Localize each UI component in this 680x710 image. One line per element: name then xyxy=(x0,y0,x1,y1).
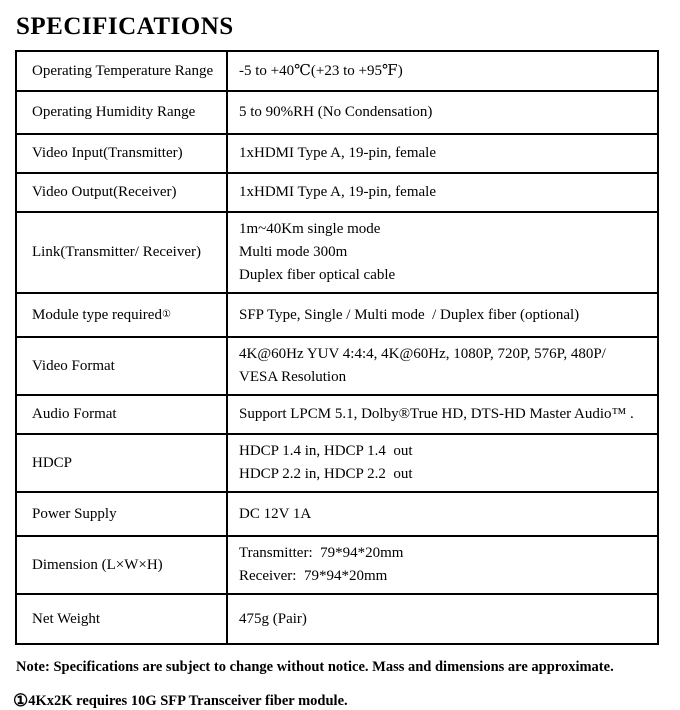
circled-one-icon: ① xyxy=(13,691,29,710)
table-row-power-supply xyxy=(17,491,657,535)
spec-value-line: 1xHDMI Type A, 19-pin, female xyxy=(239,145,436,161)
note-text: Note: Specifications are subject to change without notice. Mass and dimensions are approximate. xyxy=(16,659,614,675)
spec-value-line: 1m~40Km single mode xyxy=(239,221,381,237)
footnote-body: 4Kx2K requires 10G SFP Transceiver fiber module. xyxy=(28,693,348,709)
table-row-dimension xyxy=(17,535,657,593)
spec-label-text: Module type required xyxy=(32,306,162,323)
spec-value-line: 5 to 90%RH (No Condensation) xyxy=(239,104,433,120)
table-row-audio-format xyxy=(17,394,657,433)
spec-value-cell xyxy=(228,174,657,211)
spec-label-text: Audio Format xyxy=(32,406,117,422)
spec-label-cell xyxy=(17,52,228,90)
spec-value-cell xyxy=(228,52,657,90)
spec-label-cell xyxy=(17,595,228,643)
specifications-table xyxy=(15,50,659,645)
spec-label-cell xyxy=(17,135,228,172)
spec-value-line: -5 to +40℃(+23 to +95℉) xyxy=(239,62,403,79)
spec-label-text: Dimension (L×W×H) xyxy=(32,556,163,573)
spec-value-line: HDCP 1.4 in, HDCP 1.4 out xyxy=(239,443,413,459)
spec-label-cell xyxy=(17,435,228,491)
spec-label-text: Video Output(Receiver) xyxy=(32,184,177,200)
spec-value-cell xyxy=(228,294,657,336)
spec-value-line: Support LPCM 5.1, Dolby®True HD, DTS-HD Master Audio™ . xyxy=(239,406,634,422)
spec-label-text: HDCP xyxy=(32,454,73,471)
spec-value-cell xyxy=(228,338,657,394)
spec-value-line: Duplex fiber optical cable xyxy=(239,267,396,283)
spec-value-line: Transmitter: 79*94*20mm xyxy=(239,545,404,561)
spec-label-cell xyxy=(17,537,228,593)
spec-value-line: VESA Resolution xyxy=(239,369,347,385)
spec-value-line: HDCP 2.2 in, HDCP 2.2 out xyxy=(239,466,413,482)
spec-label-cell xyxy=(17,338,228,394)
spec-label-text: Video Format xyxy=(32,357,115,374)
spec-value-cell xyxy=(228,435,657,491)
spec-label-text: Net Weight xyxy=(32,610,101,627)
table-row-video-format xyxy=(17,336,657,394)
spec-label-text: Operating Humidity Range xyxy=(32,104,196,120)
table-row-video-output xyxy=(17,172,657,211)
spec-value-cell xyxy=(228,537,657,593)
spec-label-text: Link(Transmitter/ Receiver) xyxy=(32,244,201,260)
spec-value-line: 475g (Pair) xyxy=(239,610,307,627)
spec-label-text: Operating Temperature Range xyxy=(32,62,214,79)
spec-value-cell xyxy=(228,595,657,643)
spec-value-cell xyxy=(228,135,657,172)
spec-value-line: SFP Type, Single / Multi mode / Duplex fiber (optional) xyxy=(239,306,580,323)
table-row-video-input xyxy=(17,133,657,172)
table-row-hdcp xyxy=(17,433,657,491)
spec-value-cell xyxy=(228,213,657,292)
spec-value-cell xyxy=(228,92,657,133)
spec-label-cell xyxy=(17,396,228,433)
spec-label-cell xyxy=(17,174,228,211)
page-title: SPECIFICATIONS xyxy=(16,13,234,40)
spec-value-line: Multi mode 300m xyxy=(239,244,348,260)
table-row-operating-temperature xyxy=(17,52,657,90)
spec-value-line: DC 12V 1A xyxy=(239,505,312,522)
table-row-net-weight xyxy=(17,593,657,643)
spec-value-cell xyxy=(228,396,657,433)
spec-label-text: Power Supply xyxy=(32,505,117,522)
spec-label-cell xyxy=(17,92,228,133)
spec-label-cell xyxy=(17,493,228,535)
spec-label-cell: Module type required ① xyxy=(17,294,228,336)
table-row-link xyxy=(17,211,657,292)
spec-value-cell xyxy=(228,493,657,535)
footnote-text xyxy=(13,692,664,710)
table-row-operating-humidity xyxy=(17,90,657,133)
table-row-module-type xyxy=(17,292,657,336)
spec-label-text: Video Input(Transmitter) xyxy=(32,145,183,161)
spec-value-line: Receiver: 79*94*20mm xyxy=(239,568,388,584)
spec-label-cell xyxy=(17,213,228,292)
spec-value-line: 1xHDMI Type A, 19-pin, female xyxy=(239,184,436,200)
spec-value-line: 4K@60Hz YUV 4:4:4, 4K@60Hz, 1080P, 720P, 576P, 480P/ xyxy=(239,346,606,362)
